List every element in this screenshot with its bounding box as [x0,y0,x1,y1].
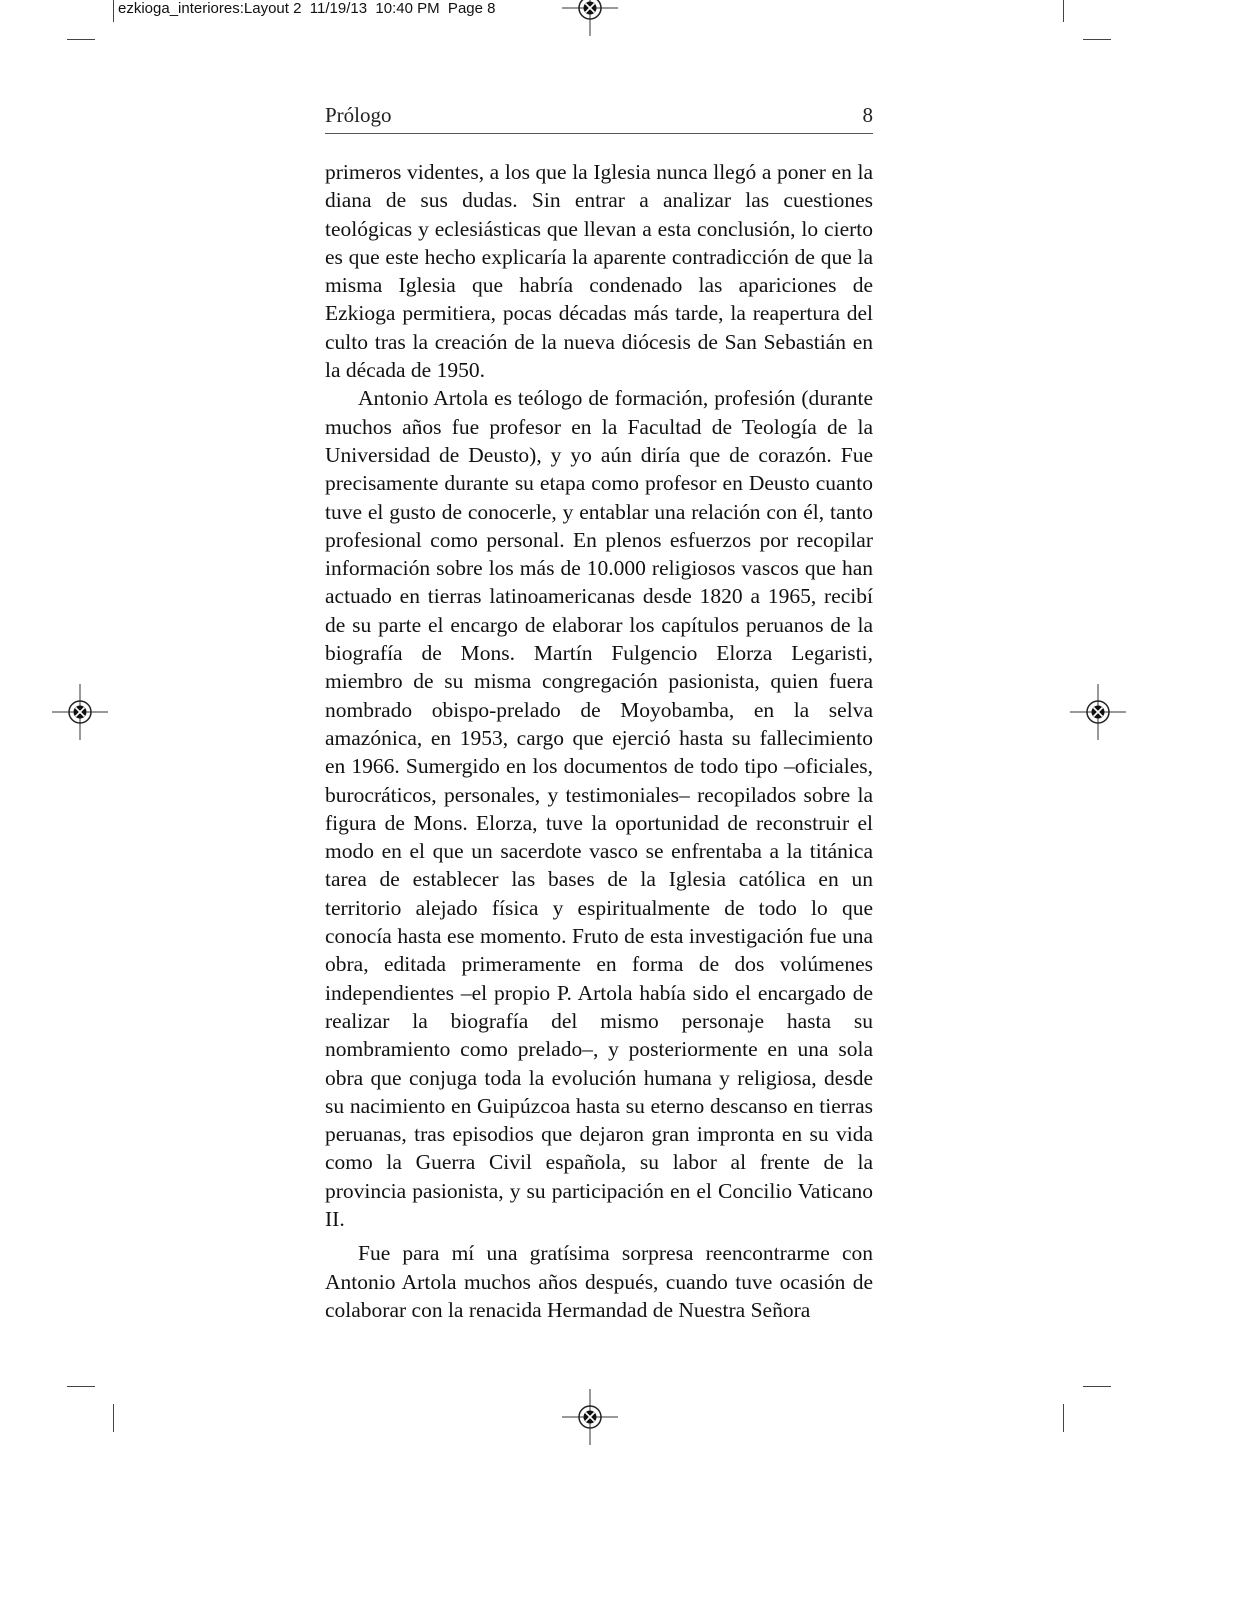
registration-mark-right-icon [1068,682,1128,742]
paragraph-reencuentro: Fue para mí una gratísima sorpresa reencontrarme con Antonio Artola muchos años después, cuando tuve ocasión de colaborar con la renacida Hermandad de Nuestra Señora [325,1241,873,1322]
crop-mark-top-right-vertical [1063,0,1064,22]
registration-mark-left-icon [50,682,110,742]
print-slug: ezkioga_interiores:Layout 2 11/19/13 10:40 PM Page 8 [118,0,496,17]
crop-mark-top-left-vertical [113,0,114,22]
chapter-title: Prólogo [325,103,392,127]
crop-mark-top-left-horizontal [67,39,95,40]
registration-mark-bottom-icon [560,1387,620,1447]
crop-mark-bottom-left-vertical [113,1404,114,1432]
crop-mark-top-right-horizontal [1083,39,1111,40]
running-head [325,103,873,134]
page-number: 8 [862,103,873,127]
body-text [325,158,873,1324]
paragraph-continued: primeros videntes, a los que la Iglesia nunca llegó a poner en la diana de sus dudas. Sin entrar a analizar las cuestiones teológicas y eclesiásticas que llevan a esta conclusión, lo cierto es que este hecho explicaría la aparente contradicción de que la misma Iglesia que habría condenado las apariciones de Ezkioga permitiera, pocas décadas más tarde, la reapertura del culto tras la creación de la nueva diócesis de San Sebastián en la década de 1950. [325,160,873,383]
crop-mark-bottom-right-horizontal [1083,1386,1111,1387]
registration-mark-top-icon [560,0,620,38]
paragraph-artola: Antonio Artola es teólogo de formación, profesión (durante muchos años fue profesor en la Facultad de Teología de la Universidad de Deusto), y yo aún diría que de corazón. Fue precisamente durante su etapa como profesor en Deusto cuanto tuve el gusto de conocerle, y entablar una relación con él, tanto profesional como personal. En plenos esfuerzos por recopilar información sobre los más de 10.000 religiosos vascos que han actuado en tierras latinoamericanas desde 1820 a 1965, recibí de su parte el encargo de elaborar los capítulos peruanos de la biografía de Mons. Martín Fulgencio Elorza Legaristi, miembro de su misma congregación pasionista, quien fuera nombrado obispo-prelado de Moyobamba, en la selva amazónica, en 1953, cargo que ejerció hasta su fallecimiento en 1966. Sumergido en los documentos de todo tipo –oficiales, burocráticos, personales, y testimoniales– recopilados sobre la figura de Mons. Elorza, tuve la oportunidad de reconstruir el modo en el que un sacerdote vasco se enfrentaba a la titánica tarea de establecer las bases de la Iglesia católica en un territorio alejado física y espiritualmente de todo lo que conocía hasta ese momento. Fruto de esta investigación fue una obra, editada primeramente en forma de dos volúmenes independientes –el propio P. Artola había sido el encargado de realizar la biografía del mismo personaje hasta su nombramiento como prelado–, y posteriormente en una sola obra que conjuga toda la evolución humana y religiosa, desde su nacimiento en Guipúzcoa hasta su eterno descanso en tierras peruanas, tras episodios que dejaron gran impronta en su vida como la Guerra Civil española, su labor al frente de la provincia pasionista, y su participación en el Concilio Vaticano II. [325,386,873,1231]
crop-mark-bottom-left-horizontal [67,1386,95,1387]
crop-mark-bottom-right-vertical [1063,1404,1064,1432]
